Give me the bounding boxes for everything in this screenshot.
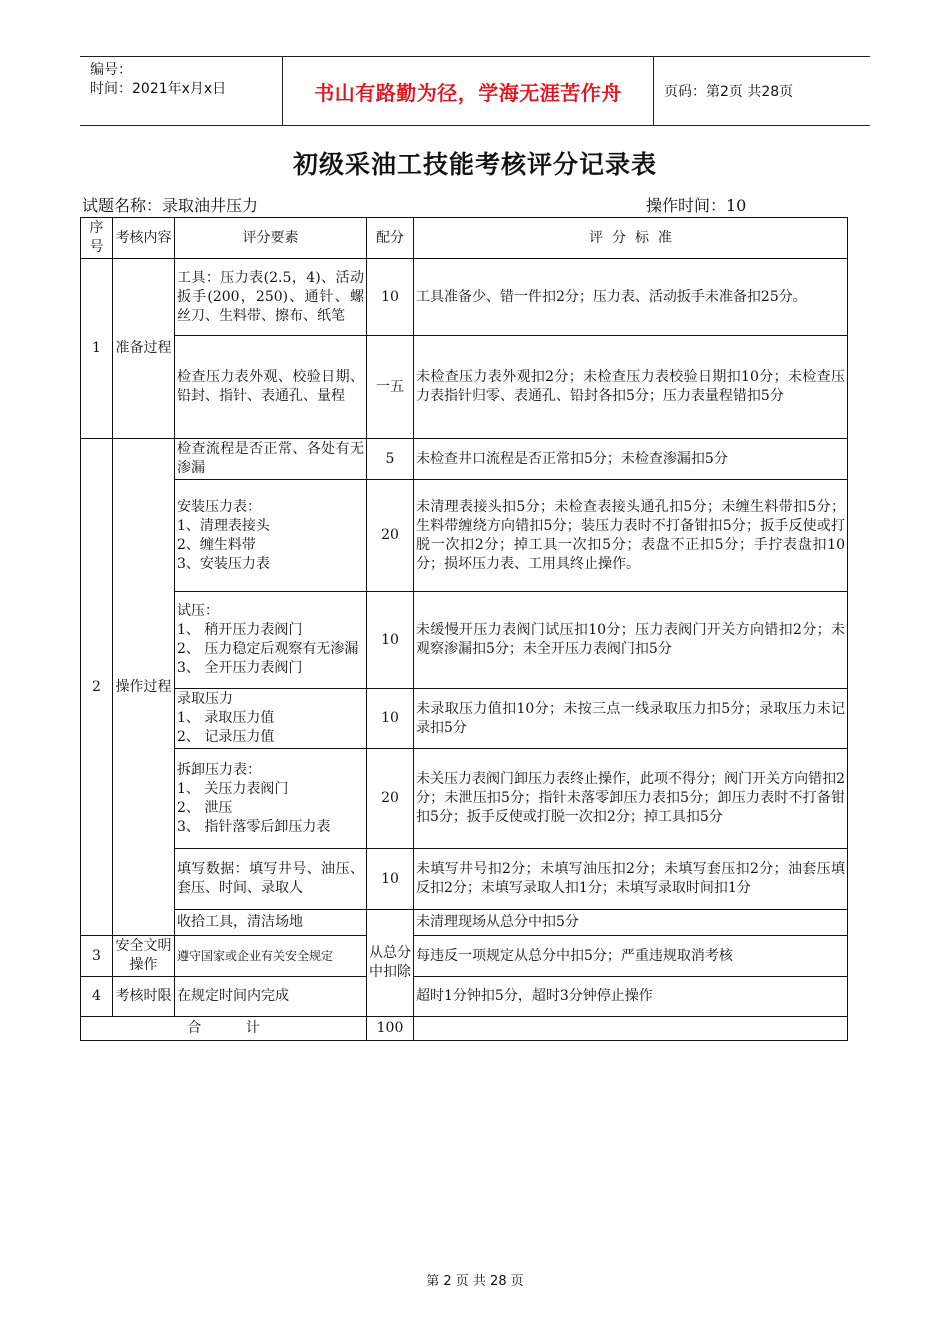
table-row [81,910,848,936]
page-title: 初级采油工技能考核评分记录表 [292,150,657,179]
element-line: 2、 压力稳定后观察有无渗漏 [177,641,359,657]
scoring-criteria: 未检查压力表外观扣2分；未检查压力表校验日期扣10分；未检查压力表指针归零、表通孔、铅封各扣5分；压力表量程错扣5分 [414,336,848,439]
element-line: 安装压力表： [177,498,261,515]
header-meta [90,61,226,99]
element-line: 1、 录取压力值 [177,710,275,726]
scoring-element [175,480,367,592]
exam-duration: 操作时间：10 [646,196,747,215]
scoring-element [175,592,367,689]
scoring-criteria: 未清理现场从总分中扣5分 [414,910,848,936]
section-content: 准备过程 [113,259,175,439]
table-row [81,259,848,336]
table-row [81,749,848,849]
scoring-element: 在规定时间内完成 [175,977,367,1017]
page-footer: 第 2 页 共 28 页 [426,1274,524,1289]
table-row [81,977,848,1017]
scoring-criteria: 每违反一项规定从总分中扣5分；严重违规取消考核 [414,936,848,977]
scoring-criteria: 超时1分钟扣5分，超时3分钟停止操作 [414,977,848,1017]
scoring-points: 5 [367,439,414,480]
scoring-points: 一五 [367,336,414,439]
header-motto: 书山有路勤为径，学海无涯苦作舟 [314,80,622,105]
section-seq: 4 [81,977,113,1017]
scoring-criteria: 未填写井号扣2分；未填写油压扣2分；未填写套压扣2分；油套压填反扣2分；未填写录取人扣1分；未填写录取时间扣1分 [414,849,848,910]
scoring-criteria: 未清理表接头扣5分；未检查表接头通孔扣5分；未缠生料带扣5分；生料带缠绕方向错扣5分；装压力表时不打备钳扣5分；扳手反使或打脱一次扣2分；掉工具一次扣5分；表盘不正扣5分；手拧表盘扣10分；损坏压力表、工用具终止操作。 [414,480,848,592]
scoring-element: 遵守国家或企业有关安全规定 [175,936,367,977]
scoring-criteria: 未录取压力值扣10分；未按三点一线录取压力扣5分；录取压力未记录扣5分 [414,689,848,749]
scoring-criteria: 未缓慢开压力表阀门试压扣10分；压力表阀门开关方向错扣2分；未观察渗漏扣5分；未全开压力表阀门扣5分 [414,592,848,689]
element-line: 录取压力 [177,691,233,707]
doc-time-label: 时间：2021年x月x日 [90,81,227,97]
header-page-info: 页码：第2页 共28页 [664,84,794,100]
scoring-element: 工具：压力表(2.5，4)、活动扳手(200，250)、通针、螺丝刀、生料带、擦布、纸笔 [175,259,367,336]
scoring-points: 20 [367,480,414,592]
element-line: 拆卸压力表： [177,761,261,778]
scoring-criteria: 未检查井口流程是否正常扣5分；未检查渗漏扣5分 [414,439,848,480]
table-row [81,936,848,977]
section-seq: 2 [81,439,113,936]
element-line: 2、 记录压力值 [177,729,275,745]
scoring-points: 20 [367,749,414,849]
element-line: 2、 泄压 [177,799,233,816]
header-divider [653,57,654,125]
element-line: 试压： [177,603,219,619]
section-content: 考核时限 [113,977,175,1017]
table-row [81,592,848,689]
section-content: 安全文明操作 [113,936,175,977]
element-line: 2、缠生料带 [177,536,256,553]
document-header [80,56,870,126]
table-row [81,439,848,480]
total-points: 100 [367,1017,414,1041]
table-header-row [81,218,848,259]
scoring-points: 10 [367,849,414,910]
table-row [81,336,848,439]
header-points: 配分 [367,218,414,259]
element-line: 3、 全开压力表阀门 [177,660,303,676]
scoring-criteria: 工具准备少、错一件扣2分；压力表、活动扳手未准备扣25分。 [414,259,848,336]
total-criteria [414,1017,848,1041]
header-content: 考核内容 [113,218,175,259]
scoring-element: 检查流程是否正常、各处有无渗漏 [175,439,367,480]
scoring-element [175,749,367,849]
exam-topic: 试题名称：录取油井压力 [82,196,259,215]
scoring-element [175,689,367,749]
scoring-table [80,217,848,1041]
section-content: 操作过程 [113,439,175,936]
element-line: 1、清理表接头 [177,517,270,534]
header-seq: 序号 [81,218,113,259]
section-seq: 3 [81,936,113,977]
scoring-element: 填写数据：填写井号、油压、套压、时间、录取人 [175,849,367,910]
table-row [81,689,848,749]
doc-number-label: 编号： [90,62,132,78]
total-row [81,1017,848,1041]
scoring-points: 10 [367,689,414,749]
scoring-element: 收拾工具，清洁场地 [175,910,367,936]
scoring-criteria: 未关压力表阀门卸压力表终止操作，此项不得分；阀门开关方向错扣2分；未泄压扣5分；指针未落零卸压力表扣5分；卸压力表时不打备钳扣5分；扳手反使或打脱一次扣2分；掉工具扣5分 [414,749,848,849]
scoring-points: 10 [367,259,414,336]
scoring-points: 10 [367,592,414,689]
table-row [81,849,848,910]
header-criteria: 评 分 标 准 [414,218,848,259]
element-line: 3、安装压力表 [177,555,270,572]
element-line: 3、 指针落零后卸压力表 [177,818,331,835]
section-seq: 1 [81,259,113,439]
header-elements: 评分要素 [175,218,367,259]
scoring-element: 检查压力表外观、校验日期、铅封、指针、表通孔、量程 [175,336,367,439]
total-label: 合 计 [81,1017,367,1041]
element-line: 1、 稍开压力表阀门 [177,622,303,638]
deduct-note: 从总分中扣除 [367,910,414,1017]
element-line: 1、 关压力表阀门 [177,780,289,797]
table-row [81,480,848,592]
